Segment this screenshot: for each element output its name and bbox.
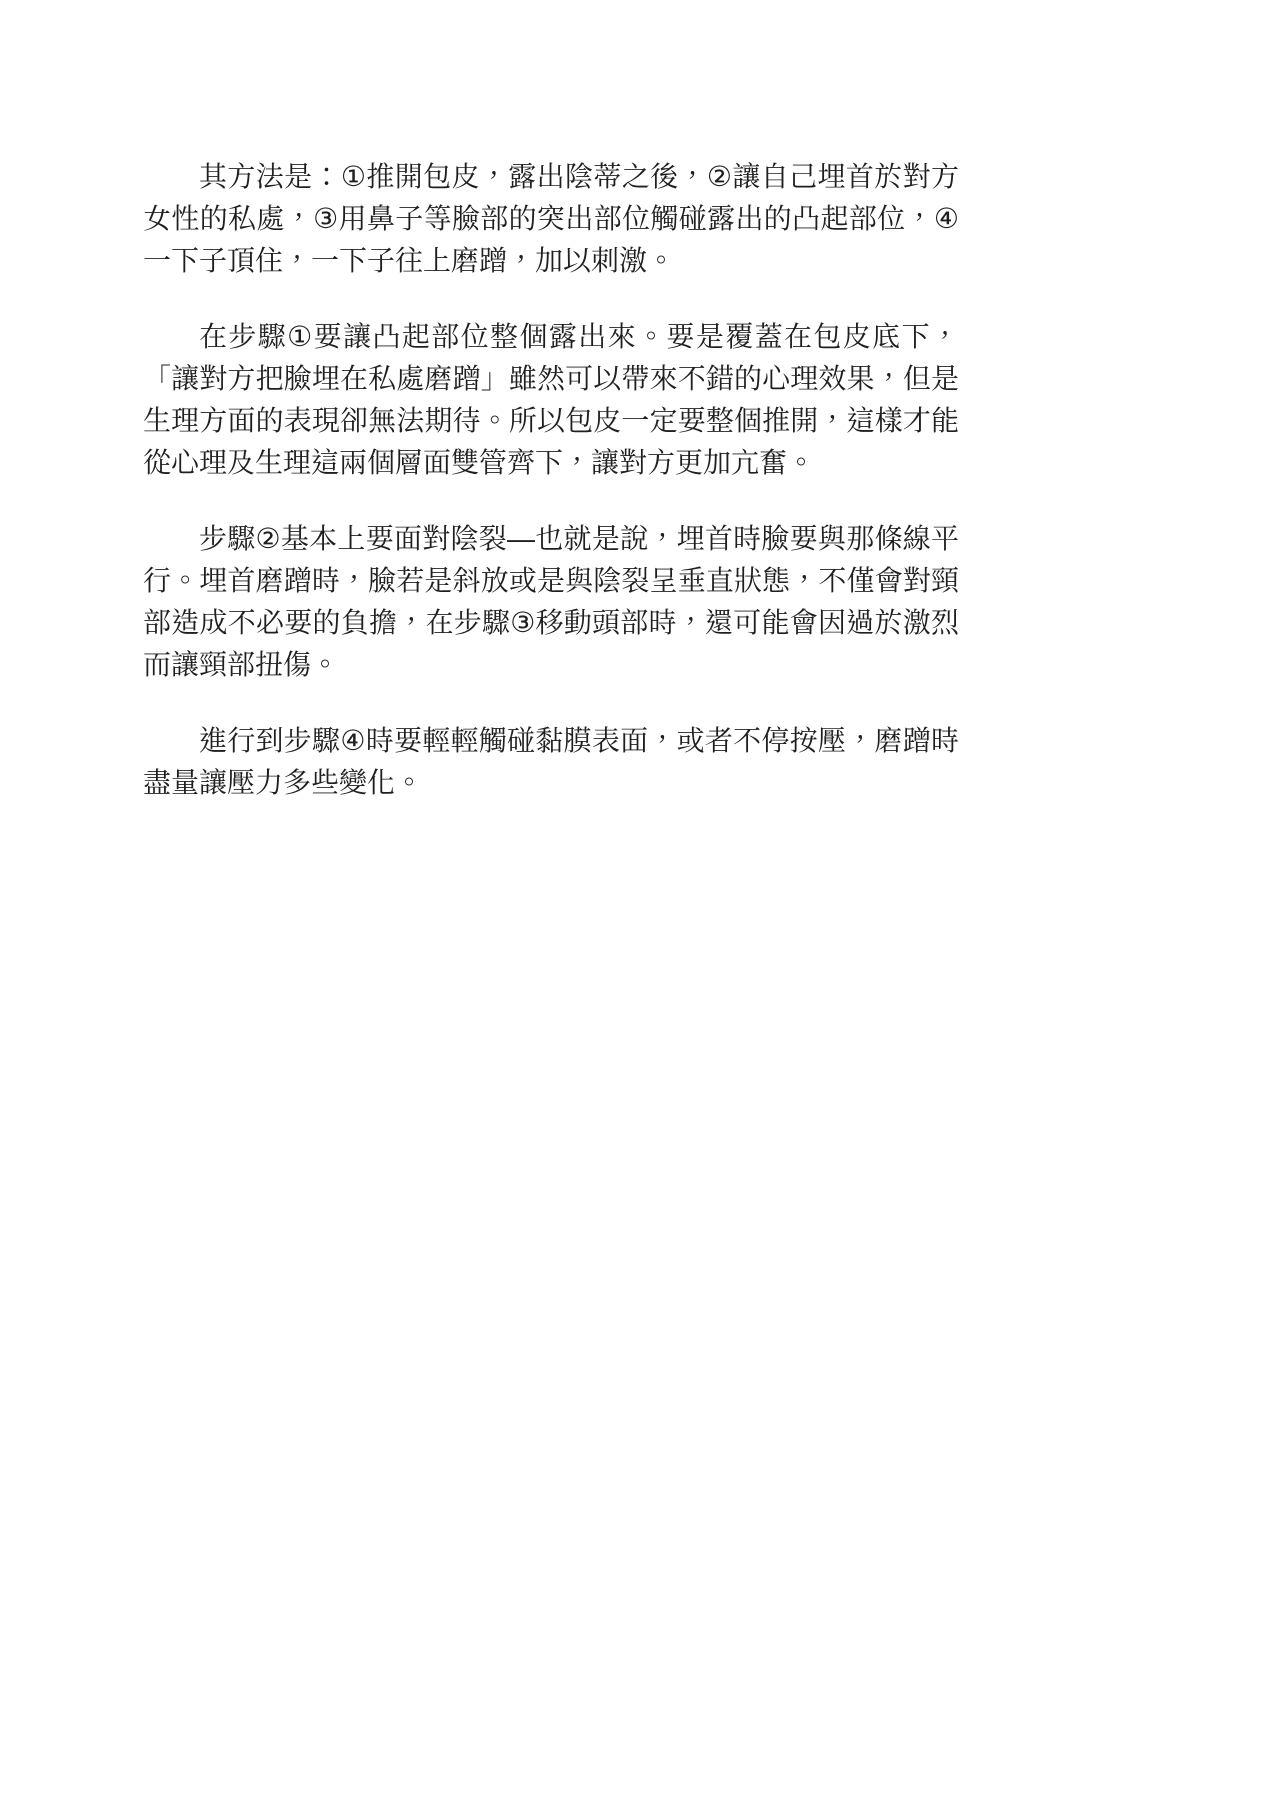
- paragraph-4: 進行到步驟④時要輕輕觸碰黏膜表面，或者不停按壓，磨蹭時盡量讓壓力多些變化。: [143, 725, 959, 798]
- paragraph-1: 其方法是：①推開包皮，露出陰蒂之後，②讓自己埋首於對方女性的私處，③用鼻子等臉部的突出部位觸碰露出的凸起部位，④一下子頂住，一下子往上磨蹭，加以刺激。: [143, 161, 959, 276]
- paragraph-3: 步驟②基本上要面對陰裂—也就是說，埋首時臉要與那條線平行。埋首磨蹭時，臉若是斜放或是與陰裂呈垂直狀態，不僅會對頸部造成不必要的負擔，在步驟③移動頭部時，還可能會因過於激烈而讓頸部扭傷。: [143, 523, 959, 680]
- body-text: [143, 156, 959, 804]
- paragraph-2: 在步驟①要讓凸起部位整個露出來。要是覆蓋在包皮底下，「讓對方把臉埋在私處磨蹭」雖然可以帶來不錯的心理效果，但是生理方面的表現卻無法期待。所以包皮一定要整個推開，這樣才能從心理及生理這兩個層面雙管齊下，讓對方更加亢奮。: [143, 321, 959, 478]
